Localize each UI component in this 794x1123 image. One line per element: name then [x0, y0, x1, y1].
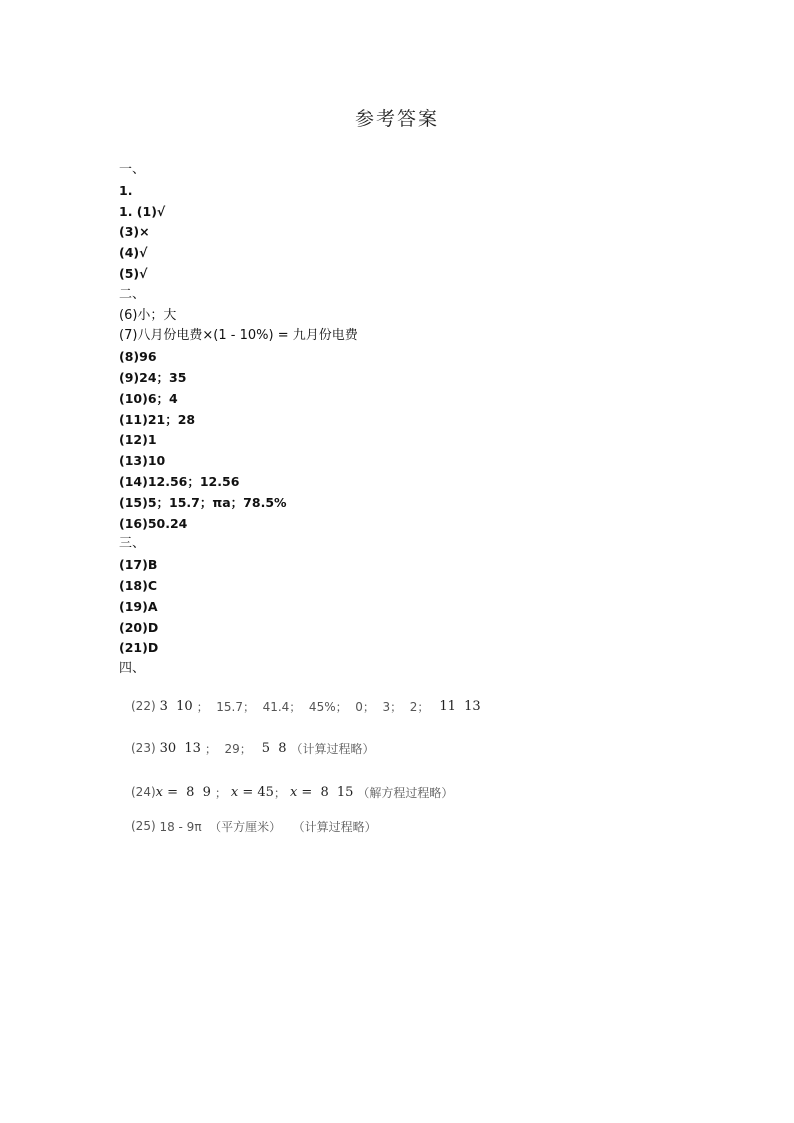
answer-line: 1. (1)√	[119, 203, 166, 219]
answer-line: 1.	[119, 182, 133, 198]
answer-line: (9)24；35	[119, 369, 187, 385]
answer-line: (16)50.24	[119, 515, 188, 531]
section-four-answers	[131, 686, 485, 838]
answer-23-fraction-2	[260, 741, 289, 756]
fraction-denominator: 13	[464, 698, 481, 714]
answer-24	[131, 772, 485, 812]
answer-23-middle: ； 29；	[204, 741, 252, 756]
answer-24-fraction-1	[184, 785, 213, 800]
separator: ；	[214, 785, 227, 800]
page-title: 参考答案	[354, 108, 439, 130]
answer-list	[119, 160, 358, 680]
answer-line: (10)6；4	[119, 390, 178, 406]
answer-line: (14)12.56；12.56	[119, 473, 240, 489]
answer-line: (13)10	[119, 453, 166, 469]
answer-line: 四、	[119, 661, 146, 677]
fraction-numerator: 8	[320, 784, 329, 800]
answer-line: (6)小；大	[119, 307, 177, 323]
variable-x: x	[155, 784, 163, 800]
answer-25-label: (25)	[131, 819, 156, 833]
answer-line: (5)√	[119, 265, 148, 281]
fraction-denominator: 9	[202, 784, 211, 800]
answer-22-fraction-2	[437, 699, 482, 714]
answer-23-note: （计算过程略）	[290, 741, 375, 756]
answer-22	[131, 686, 485, 726]
fraction-numerator: 3	[159, 698, 168, 714]
answer-line: (4)√	[119, 245, 148, 261]
answer-23-fraction-1	[158, 741, 203, 756]
answer-line: (8)96	[119, 349, 157, 365]
answer-line: 三、	[119, 536, 146, 552]
fraction-denominator: 15	[336, 784, 354, 800]
answer-23-label: (23)	[131, 741, 156, 755]
fraction-numerator: 11	[439, 698, 456, 714]
answer-line: (7)八月份电费×(1 - 10%) = 九月份电费	[119, 328, 358, 344]
answer-22-middle: ； 15.7； 41.4； 45%； 0； 3； 2；	[196, 699, 430, 714]
fraction-numerator: 5	[261, 740, 271, 756]
fraction-numerator: 30	[159, 740, 177, 756]
fraction-denominator: 8	[278, 740, 287, 756]
answer-line: (18)C	[119, 577, 157, 593]
answer-line: 一、	[119, 162, 146, 177]
fraction-denominator: 13	[184, 740, 201, 756]
equals-sign: =	[162, 784, 183, 800]
answer-line: (17)B	[119, 557, 158, 573]
answer-24-label: (24)	[131, 785, 156, 799]
answer-line: (20)D	[119, 619, 159, 635]
answer-25	[131, 814, 485, 838]
answer-line: (3)×	[119, 224, 150, 240]
fraction-denominator: 10	[176, 698, 193, 714]
answer-line: (15)5；15.7；πa；78.5%	[119, 494, 287, 510]
variable-x: x	[230, 784, 239, 800]
answer-23	[131, 728, 485, 768]
separator: ；	[273, 785, 286, 800]
equals-sign: =	[297, 784, 317, 800]
variable-x: x	[289, 784, 298, 800]
answer-24-fraction-2	[318, 785, 355, 800]
answer-line: 二、	[119, 286, 146, 302]
answer-22-label: (22)	[131, 699, 156, 713]
answer-line: (19)A	[119, 598, 158, 614]
answer-line: (11)21；28	[119, 411, 196, 427]
answer-24-equation-2: = 45	[238, 784, 274, 800]
answer-25-text: 18 - 9π （平方厘米） （计算过程略）	[155, 819, 377, 834]
answer-line: (21)D	[119, 640, 159, 656]
answer-22-fraction-1	[158, 699, 195, 714]
fraction-numerator: 8	[186, 784, 195, 800]
answer-line: (12)1	[119, 432, 157, 448]
answer-24-note: （解方程过程略）	[357, 785, 454, 800]
